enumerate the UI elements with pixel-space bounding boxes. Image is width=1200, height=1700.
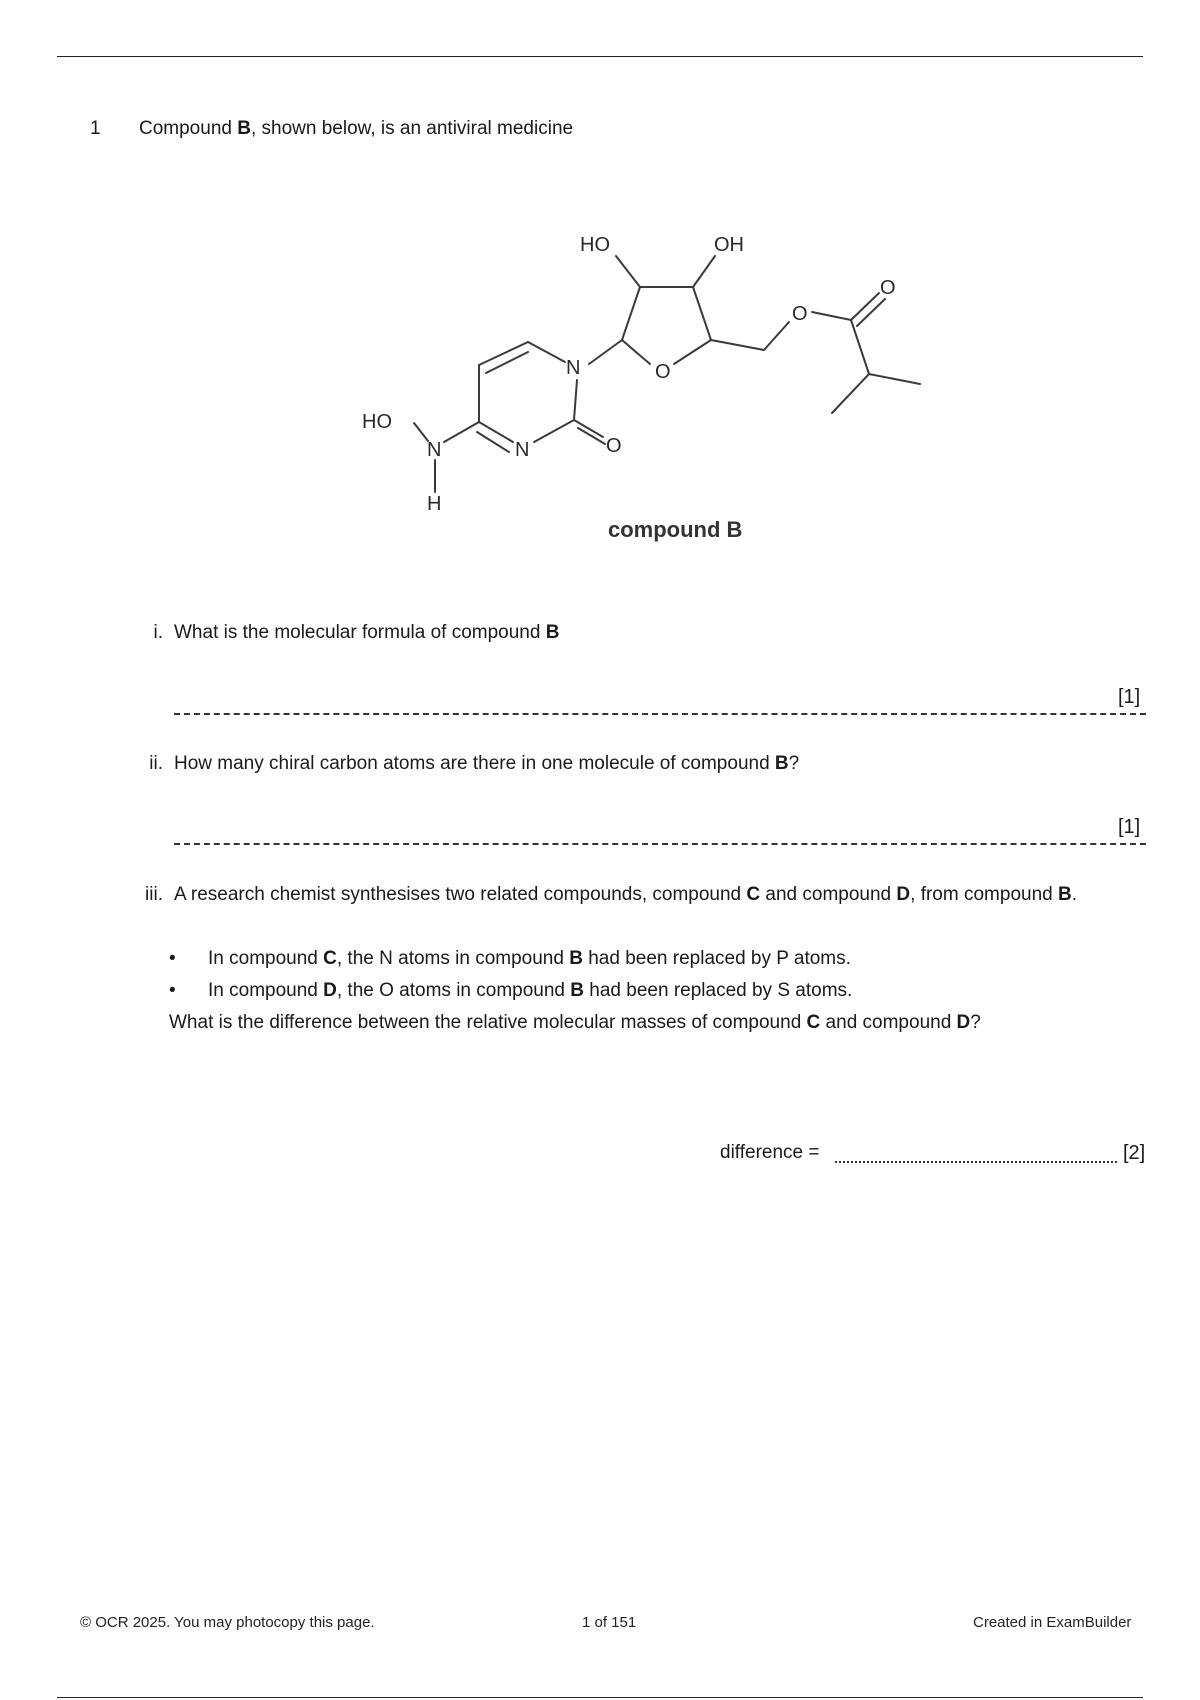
bullet-dot: • <box>169 948 176 969</box>
difference-label: difference = <box>720 1142 820 1163</box>
bullet-dot: • <box>169 980 176 1001</box>
atom-ho-top: HO <box>580 234 610 256</box>
part-i-marks: [1] <box>1118 686 1141 708</box>
atom-n-amine: N <box>427 439 442 461</box>
question-number: 1 <box>90 118 101 139</box>
part-iii-question: What is the difference between the relative molecular masses of compound C and compound D? <box>169 1012 981 1033</box>
atom-oh-top: OH <box>714 234 744 256</box>
part-i-label: i. <box>153 622 163 643</box>
part-ii-marks: [1] <box>1118 816 1141 838</box>
bottom-rule <box>57 1697 1143 1698</box>
atom-ho-left: HO <box>362 411 392 433</box>
part-ii-answer-line[interactable] <box>174 843 1146 845</box>
footer-copyright: © OCR 2025. You may photocopy this page. <box>80 1614 375 1631</box>
atom-o-carbonyl-ring: O <box>606 435 622 457</box>
part-iii-label: iii. <box>145 884 163 905</box>
atom-o-carbonyl-ester: O <box>880 277 896 299</box>
part-iii-marks: [2] <box>1123 1142 1146 1164</box>
bullet-compound-c: In compound C, the N atoms in compound B had been replaced by P atoms. <box>208 948 851 969</box>
atom-n-ring-3: N <box>515 439 530 461</box>
bullet-compound-d: In compound D, the O atoms in compound B had been replaced by S atoms. <box>208 980 853 1001</box>
footer-page-number: 1 of 151 <box>582 1614 637 1631</box>
question-stem: Compound B, shown below, is an antiviral medicine <box>139 118 574 139</box>
part-i-question: What is the molecular formula of compound B <box>174 622 560 643</box>
figure-caption: compound B <box>608 517 743 542</box>
part-ii-question: How many chiral carbon atoms are there in one molecule of compound B? <box>174 753 800 774</box>
atom-h-amine: H <box>427 493 442 515</box>
atom-o-ester: O <box>792 303 808 325</box>
part-ii-label: ii. <box>149 753 163 774</box>
compound-b-structure <box>0 0 1200 560</box>
footer-credit: Created in ExamBuilder <box>973 1614 1132 1631</box>
part-i-answer-line[interactable] <box>174 713 1146 715</box>
atom-n-ring-1: N <box>566 357 581 379</box>
difference-answer-line[interactable] <box>835 1161 1117 1163</box>
part-iii-intro: A research chemist synthesises two related compounds, compound C and compound D, from compound B. <box>174 884 1077 905</box>
atom-o-furan: O <box>655 361 671 383</box>
